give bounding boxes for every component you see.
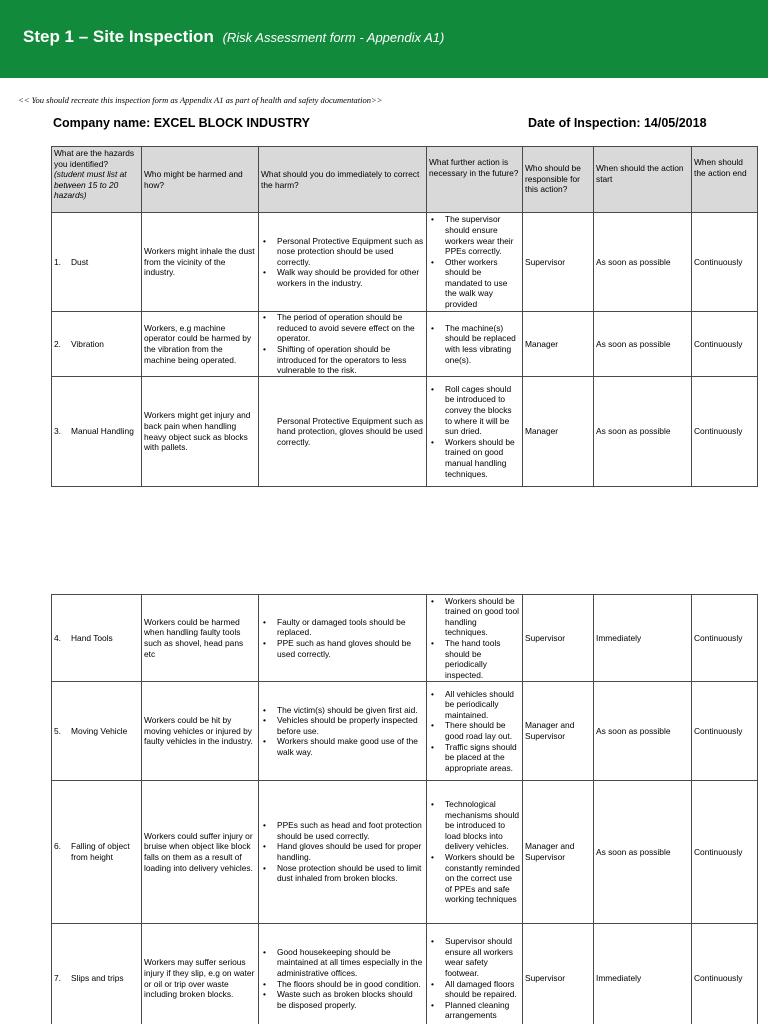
who-harmed-cell: Workers, e.g machine operator could be harmed by the vibration from the machine being operated.	[142, 312, 259, 377]
page-title-main: Step 1 – Site Inspection	[23, 27, 214, 46]
action-start-cell: As soon as possible	[594, 682, 692, 781]
list-item: • Planned cleaning arrangements	[429, 1000, 520, 1021]
table-row	[52, 377, 758, 487]
header-who-harmed: Who might be harmed and how?	[142, 147, 259, 213]
hazard	[54, 841, 139, 862]
immediate-action-list	[261, 820, 424, 884]
hazard-number: 3.	[54, 426, 61, 437]
hazard-number: 2.	[54, 338, 61, 349]
list-item: • There should be good road lay out.	[429, 720, 520, 741]
table-row	[52, 595, 758, 682]
list-item: • Workers should make good use of the walk way.	[261, 736, 424, 757]
further-action-cell	[427, 781, 523, 924]
responsible-cell: Manager and Supervisor	[523, 682, 594, 781]
list-item: • The period of operation should be reduced to avoid severe effect on the operator.	[261, 312, 424, 344]
action-end-cell: Continuously	[692, 213, 758, 312]
who-harmed-cell: Workers might inhale the dust from the vicinity of the industry.	[142, 213, 259, 312]
immediate-action-text: Personal Protective Equipment such as hand protection, gloves should be used correctly.	[277, 415, 424, 447]
who-harmed-cell: Workers could suffer injury or bruise when object like block falls on them as a result of loading into delivery vehicles.	[142, 781, 259, 924]
list-item: • Other workers should be mandated to use the walk way provided	[429, 257, 520, 310]
header-bar	[0, 0, 768, 78]
table-header-row	[52, 147, 758, 213]
page-title	[23, 27, 444, 47]
list-item: • Vehicles should be properly inspected before use.	[261, 715, 424, 736]
hazard-name: Moving Vehicle	[71, 725, 128, 736]
list-item: • Faulty or damaged tools should be replaced.	[261, 617, 424, 638]
list-item: • Waste such as broken blocks should be disposed properly.	[261, 989, 424, 1010]
list-item: • Hand gloves should be used for proper handling.	[261, 841, 424, 862]
further-action-cell	[427, 682, 523, 781]
hazard-cell	[52, 213, 142, 312]
hazard-number: 6.	[54, 841, 61, 852]
page-subtitle: (Risk Assessment form - Appendix A1)	[222, 30, 445, 45]
header-hazards: What are the hazards you identified? (student must list at between 15 to 20 hazards)	[52, 147, 142, 213]
who-harmed-cell: Workers could be hit by moving vehicles or injured by faulty vehicles in the industry.	[142, 682, 259, 781]
immediate-action-list	[261, 617, 424, 659]
who-harmed-cell: Workers could be harmed when handling faulty tools such as shovel, head pans etc	[142, 595, 259, 682]
company-name: Company name: EXCEL BLOCK INDUSTRY	[53, 116, 310, 130]
immediate-action-cell	[259, 595, 427, 682]
hazard-name: Dust	[71, 256, 89, 267]
header-further: What further action is necessary in the future?	[427, 147, 523, 213]
immediate-action-cell	[259, 377, 427, 487]
who-harmed-cell: Workers may suffer serious injury if they slip, e.g on water or oil or trip over waste including broken blocks.	[142, 924, 259, 1024]
responsible-cell: Manager	[523, 312, 594, 377]
action-end-cell: Continuously	[692, 312, 758, 377]
responsible-cell: Supervisor	[523, 595, 594, 682]
action-start-cell: As soon as possible	[594, 377, 692, 487]
immediate-action-cell	[259, 924, 427, 1024]
list-item: • PPEs such as head and foot protection should be used correctly.	[261, 820, 424, 841]
list-item: • Walk way should be provided for other workers in the industry.	[261, 267, 424, 288]
list-item: • Technological mechanisms should be introduced to load blocks into delivery vehicles.	[429, 799, 520, 852]
hazard-name: Manual Handling	[71, 426, 134, 437]
further-action-list	[429, 799, 520, 905]
hazard-cell	[52, 312, 142, 377]
list-item: • Workers should be constantly reminded on the correct use of PPEs and safe working techniques	[429, 852, 520, 905]
immediate-action-cell	[259, 213, 427, 312]
further-action-cell	[427, 377, 523, 487]
immediate-action-cell	[259, 312, 427, 377]
header-start: When should the action start	[594, 147, 692, 213]
hazard-cell	[52, 377, 142, 487]
table-row	[52, 213, 758, 312]
list-item: • All vehicles should be periodically maintained.	[429, 689, 520, 721]
further-action-cell	[427, 924, 523, 1024]
action-end-cell: Continuously	[692, 377, 758, 487]
further-action-cell	[427, 595, 523, 682]
hazard-name: Vibration	[71, 338, 104, 349]
further-action-list	[429, 689, 520, 774]
risk-table-part-2	[51, 594, 758, 1024]
immediate-action-list	[261, 236, 424, 289]
immediate-action-cell	[259, 781, 427, 924]
hazard-cell	[52, 781, 142, 924]
hazard	[54, 339, 139, 350]
action-start-cell: Immediately	[594, 595, 692, 682]
further-action-list	[429, 323, 520, 365]
list-item: • The floors should be in good condition.	[261, 979, 424, 990]
list-item: • PPE such as hand gloves should be used correctly.	[261, 638, 424, 659]
further-action-cell	[427, 213, 523, 312]
list-item: • The victim(s) should be given first aid.	[261, 705, 424, 716]
list-item: • Personal Protective Equipment such as nose protection should be used correctly.	[261, 236, 424, 268]
list-item: • Supervisor should ensure all workers wear safety footwear.	[429, 936, 520, 978]
hazard-name: Hand Tools	[71, 632, 113, 643]
action-end-cell: Continuously	[692, 781, 758, 924]
further-action-list	[429, 936, 520, 1021]
hazard-number: 5.	[54, 725, 61, 736]
list-item: • Shifting of operation should be introduced for the operators to less vulnerable to the risk.	[261, 344, 424, 376]
instruction-note: << You should recreate this inspection form as Appendix A1 as part of health and safety documentation>>	[18, 95, 383, 105]
further-action-list	[429, 596, 520, 681]
list-item: • Workers should be trained on good tool handling techniques.	[429, 596, 520, 638]
hazard	[54, 257, 139, 268]
table-row	[52, 781, 758, 924]
action-start-cell: As soon as possible	[594, 312, 692, 377]
immediate-action-cell	[259, 682, 427, 781]
inspection-date: Date of Inspection: 14/05/2018	[528, 116, 707, 130]
list-item: • Nose protection should be used to limit dust inhaled from broken blocks.	[261, 863, 424, 884]
header-end: When should the action end	[692, 147, 758, 213]
table-row	[52, 682, 758, 781]
responsible-cell: Manager and Supervisor	[523, 781, 594, 924]
responsible-cell: Manager	[523, 377, 594, 487]
action-end-cell: Continuously	[692, 595, 758, 682]
hazard-name: Slips and trips	[71, 973, 124, 984]
list-item: • Good housekeeping should be maintained at all times especially in the administrative offices.	[261, 947, 424, 979]
further-action-cell	[427, 312, 523, 377]
hazard-cell	[52, 595, 142, 682]
risk-table-part-1	[51, 146, 758, 487]
table-row	[52, 924, 758, 1024]
further-action-list	[429, 384, 520, 479]
hazard	[54, 973, 139, 984]
list-item: • Roll cages should be introduced to convey the blocks to where it will be sun dried.	[429, 384, 520, 437]
hazard-name: Falling of object from height	[71, 841, 130, 862]
list-item: • Traffic signs should be placed at the appropriate areas.	[429, 742, 520, 774]
hazard-cell	[52, 924, 142, 1024]
hazard	[54, 633, 139, 644]
further-action-list	[429, 214, 520, 309]
action-end-cell: Continuously	[692, 682, 758, 781]
table-row	[52, 312, 758, 377]
who-harmed-cell: Workers might get injury and back pain when handling heavy object suck as blocks with pallets.	[142, 377, 259, 487]
immediate-action-list	[261, 312, 424, 376]
immediate-action-list	[261, 947, 424, 1011]
immediate-action-list	[261, 705, 424, 758]
header-immediate: What should you do immediately to correct the harm?	[259, 147, 427, 213]
action-start-cell: As soon as possible	[594, 781, 692, 924]
list-item: • Workers should be trained on good manual handling techniques.	[429, 437, 520, 479]
action-end-cell: Continuously	[692, 924, 758, 1024]
header-hazards-note: (student must list at between 15 to 20 hazards)	[54, 169, 127, 201]
header-responsible: Who should be responsible for this action?	[523, 147, 594, 213]
hazard-cell	[52, 682, 142, 781]
responsible-cell: Supervisor	[523, 924, 594, 1024]
list-item: • All damaged floors should be repaired.	[429, 979, 520, 1000]
hazard-number: 7.	[54, 973, 61, 984]
list-item: • The supervisor should ensure workers wear their PPEs correctly.	[429, 214, 520, 256]
action-start-cell: Immediately	[594, 924, 692, 1024]
hazard-number: 1.	[54, 256, 61, 267]
hazard-number: 4.	[54, 632, 61, 643]
list-item: • The hand tools should be periodically inspected.	[429, 638, 520, 680]
action-start-cell: As soon as possible	[594, 213, 692, 312]
list-item: • The machine(s) should be replaced with less vibrating one(s).	[429, 323, 520, 365]
hazard	[54, 726, 139, 737]
responsible-cell: Supervisor	[523, 213, 594, 312]
hazard	[54, 426, 139, 437]
